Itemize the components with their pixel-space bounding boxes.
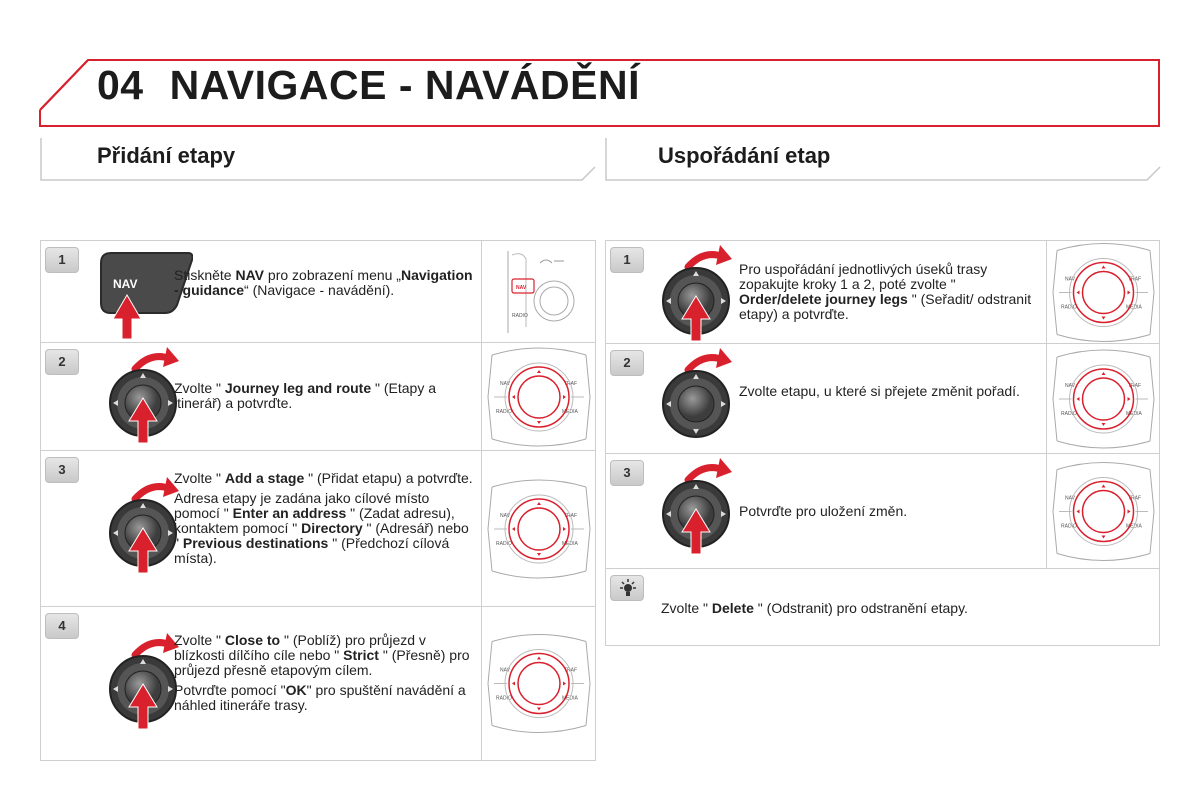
bold-term: Close to — [224, 632, 281, 648]
svg-text:RADIO: RADIO — [512, 313, 528, 319]
step-text — [174, 471, 474, 571]
control-panel-illustration — [481, 607, 595, 760]
text-run: Zvolte " — [661, 600, 712, 616]
svg-text:NAV: NAV — [1065, 495, 1075, 502]
step-text — [739, 262, 1039, 327]
chapter-name: NAVIGACE - NAVÁDĚNÍ — [169, 62, 640, 108]
text-run: " (Přidat etapu) a potvrďte. — [304, 470, 473, 486]
text-run: “ (Navigace - navádění). — [244, 282, 395, 298]
svg-text:MEDIA: MEDIA — [1126, 411, 1142, 417]
left-step-3 — [41, 451, 595, 607]
svg-text:NAV: NAV — [516, 285, 527, 291]
svg-text:NAV: NAV — [1065, 383, 1075, 389]
chapter-title — [97, 62, 640, 109]
control-panel-illustration-graphic — [1047, 454, 1160, 569]
text-run: pro zobrazení menu „ — [264, 267, 401, 283]
bold-term: Navigation - guidance — [174, 267, 473, 298]
text-run: Pro uspořádání jednotlivých úseků trasy zopakujte kroky 1 a 2, poté zvolte " — [739, 261, 988, 292]
svg-text:MEDIA: MEDIA — [562, 541, 578, 547]
bold-term: Enter an address — [232, 505, 347, 521]
step-paragraph — [174, 683, 474, 713]
svg-text:TRAF: TRAF — [1128, 495, 1142, 502]
step-text — [174, 268, 474, 303]
control-panel-illustration — [1046, 454, 1159, 569]
text-run: " pro spuštění navádění a náhled itineráře trasy. — [174, 682, 466, 713]
svg-text:NAV: NAV — [500, 513, 510, 519]
svg-text:NAV: NAV — [1065, 276, 1075, 283]
text-run: Zvolte " — [174, 632, 225, 648]
tip-text — [661, 601, 1141, 621]
bold-term: OK — [285, 682, 307, 698]
step-paragraph — [174, 268, 474, 298]
control-panel-illustration — [481, 343, 595, 451]
lightbulb-icon — [611, 576, 645, 602]
svg-text:TRAF: TRAF — [564, 667, 578, 674]
left-step-2 — [41, 343, 595, 451]
svg-text:TRAF: TRAF — [564, 381, 578, 387]
step-paragraph — [661, 601, 1141, 616]
svg-text:MEDIA: MEDIA — [1126, 523, 1142, 530]
left-step-1 — [41, 241, 595, 343]
tip-badge — [610, 575, 644, 601]
left-step-4 — [41, 607, 595, 760]
svg-text:NAV: NAV — [500, 667, 510, 674]
control-panel-illustration-graphic — [482, 343, 596, 451]
right-section-title: Uspořádání etap — [658, 143, 831, 168]
text-run: " (Přesně) pro průjezd přesně etapovým cílem. — [174, 647, 470, 678]
left-steps-panel — [40, 240, 596, 761]
step-text — [739, 504, 1039, 524]
text-run: " (Etapy a itinerář) a potvrďte. — [174, 380, 437, 411]
step-badge: 3 — [610, 460, 644, 486]
nav-panel-illustration-graphic — [482, 241, 596, 343]
step-text — [739, 384, 1039, 404]
right-step-3 — [606, 454, 1159, 569]
rotary-knob-turn-icon-graphic — [646, 344, 746, 454]
step-text — [174, 633, 474, 718]
svg-text:TRAF: TRAF — [1128, 383, 1142, 389]
step-badge: 1 — [610, 247, 644, 273]
bold-term: Delete — [711, 600, 754, 616]
svg-text:RADIO: RADIO — [496, 541, 512, 547]
bold-term: Strict — [343, 647, 379, 663]
rotary-knob-turn-icon — [646, 344, 746, 454]
svg-text:MEDIA: MEDIA — [1126, 304, 1142, 311]
control-panel-illustration-graphic — [1047, 344, 1160, 454]
bold-term: Order/delete journey legs — [739, 291, 908, 307]
step-badge: 1 — [45, 247, 79, 273]
step-paragraph — [174, 471, 474, 486]
text-run: Adresa etapy je zadána jako cílové místo pomocí " — [174, 490, 430, 521]
text-run: " (Poblíž) pro průjezd v blízkosti dílčího cíle nebo " — [174, 632, 426, 663]
text-run: Stiskněte — [174, 267, 236, 283]
rotary-knob-press-icon — [646, 241, 746, 351]
bold-term: Previous destinations — [182, 535, 329, 551]
step-paragraph — [739, 262, 1039, 322]
svg-text:MEDIA: MEDIA — [562, 409, 578, 415]
text-run: Zvolte " — [174, 380, 225, 396]
step-paragraph — [174, 633, 474, 678]
step-badge: 4 — [45, 613, 79, 639]
svg-text:RADIO: RADIO — [1061, 411, 1077, 417]
text-run: " (Zadat adresu), kontaktem pomocí " — [174, 505, 455, 536]
step-badge: 3 — [45, 457, 79, 483]
svg-text:RADIO: RADIO — [1061, 304, 1077, 311]
step-paragraph — [739, 504, 1039, 519]
control-panel-illustration-graphic — [482, 451, 596, 607]
right-steps-panel — [605, 240, 1160, 646]
nav-panel-illustration — [481, 241, 595, 343]
step-paragraph — [174, 381, 474, 411]
control-panel-illustration — [481, 451, 595, 607]
svg-text:RADIO: RADIO — [1061, 523, 1077, 530]
text-run: " (Adresář) nebo " — [174, 520, 469, 551]
bold-term: Directory — [301, 520, 363, 536]
rotary-knob-press-icon — [646, 454, 746, 564]
bold-term: Journey leg and route — [224, 380, 372, 396]
control-panel-illustration-graphic — [1047, 241, 1160, 344]
rotary-knob-press-icon-graphic — [646, 454, 746, 564]
step-badge: 2 — [45, 349, 79, 375]
svg-text:RADIO: RADIO — [496, 409, 512, 415]
left-section-title: Přidání etapy — [97, 143, 236, 168]
step-badge: 2 — [610, 350, 644, 376]
text-run: " (Předchozí cílová místa). — [174, 535, 450, 566]
tip-row — [606, 569, 1159, 645]
svg-text:RADIO: RADIO — [496, 695, 512, 702]
text-run: Zvolte etapu, u které si přejete změnit pořadí. — [739, 383, 1020, 399]
svg-text:TRAF: TRAF — [564, 513, 578, 519]
svg-text:NAV: NAV — [500, 381, 510, 387]
text-run: Potvrďte pro uložení změn. — [739, 503, 908, 519]
step-paragraph — [739, 384, 1039, 399]
bold-term: Add a stage — [224, 470, 305, 486]
step-text — [174, 381, 474, 416]
chapter-number: 04 — [97, 62, 144, 108]
step-paragraph — [174, 491, 474, 566]
svg-text:MEDIA: MEDIA — [562, 695, 578, 702]
text-run: Potvrďte pomocí " — [174, 682, 286, 698]
text-run: Zvolte " — [174, 470, 225, 486]
text-run: " (Odstranit) pro odstranění etapy. — [753, 600, 968, 616]
right-step-1 — [606, 241, 1159, 344]
rotary-knob-press-icon-graphic — [646, 241, 746, 351]
svg-text:NAV: NAV — [113, 277, 138, 291]
right-step-2 — [606, 344, 1159, 454]
bold-term: NAV — [235, 267, 265, 283]
svg-text:TRAF: TRAF — [1128, 276, 1142, 283]
control-panel-illustration — [1046, 344, 1159, 454]
text-run: " (Seřadit/ odstranit etapy) a potvrďte. — [739, 291, 1032, 322]
control-panel-illustration — [1046, 241, 1159, 344]
control-panel-illustration-graphic — [482, 607, 596, 760]
